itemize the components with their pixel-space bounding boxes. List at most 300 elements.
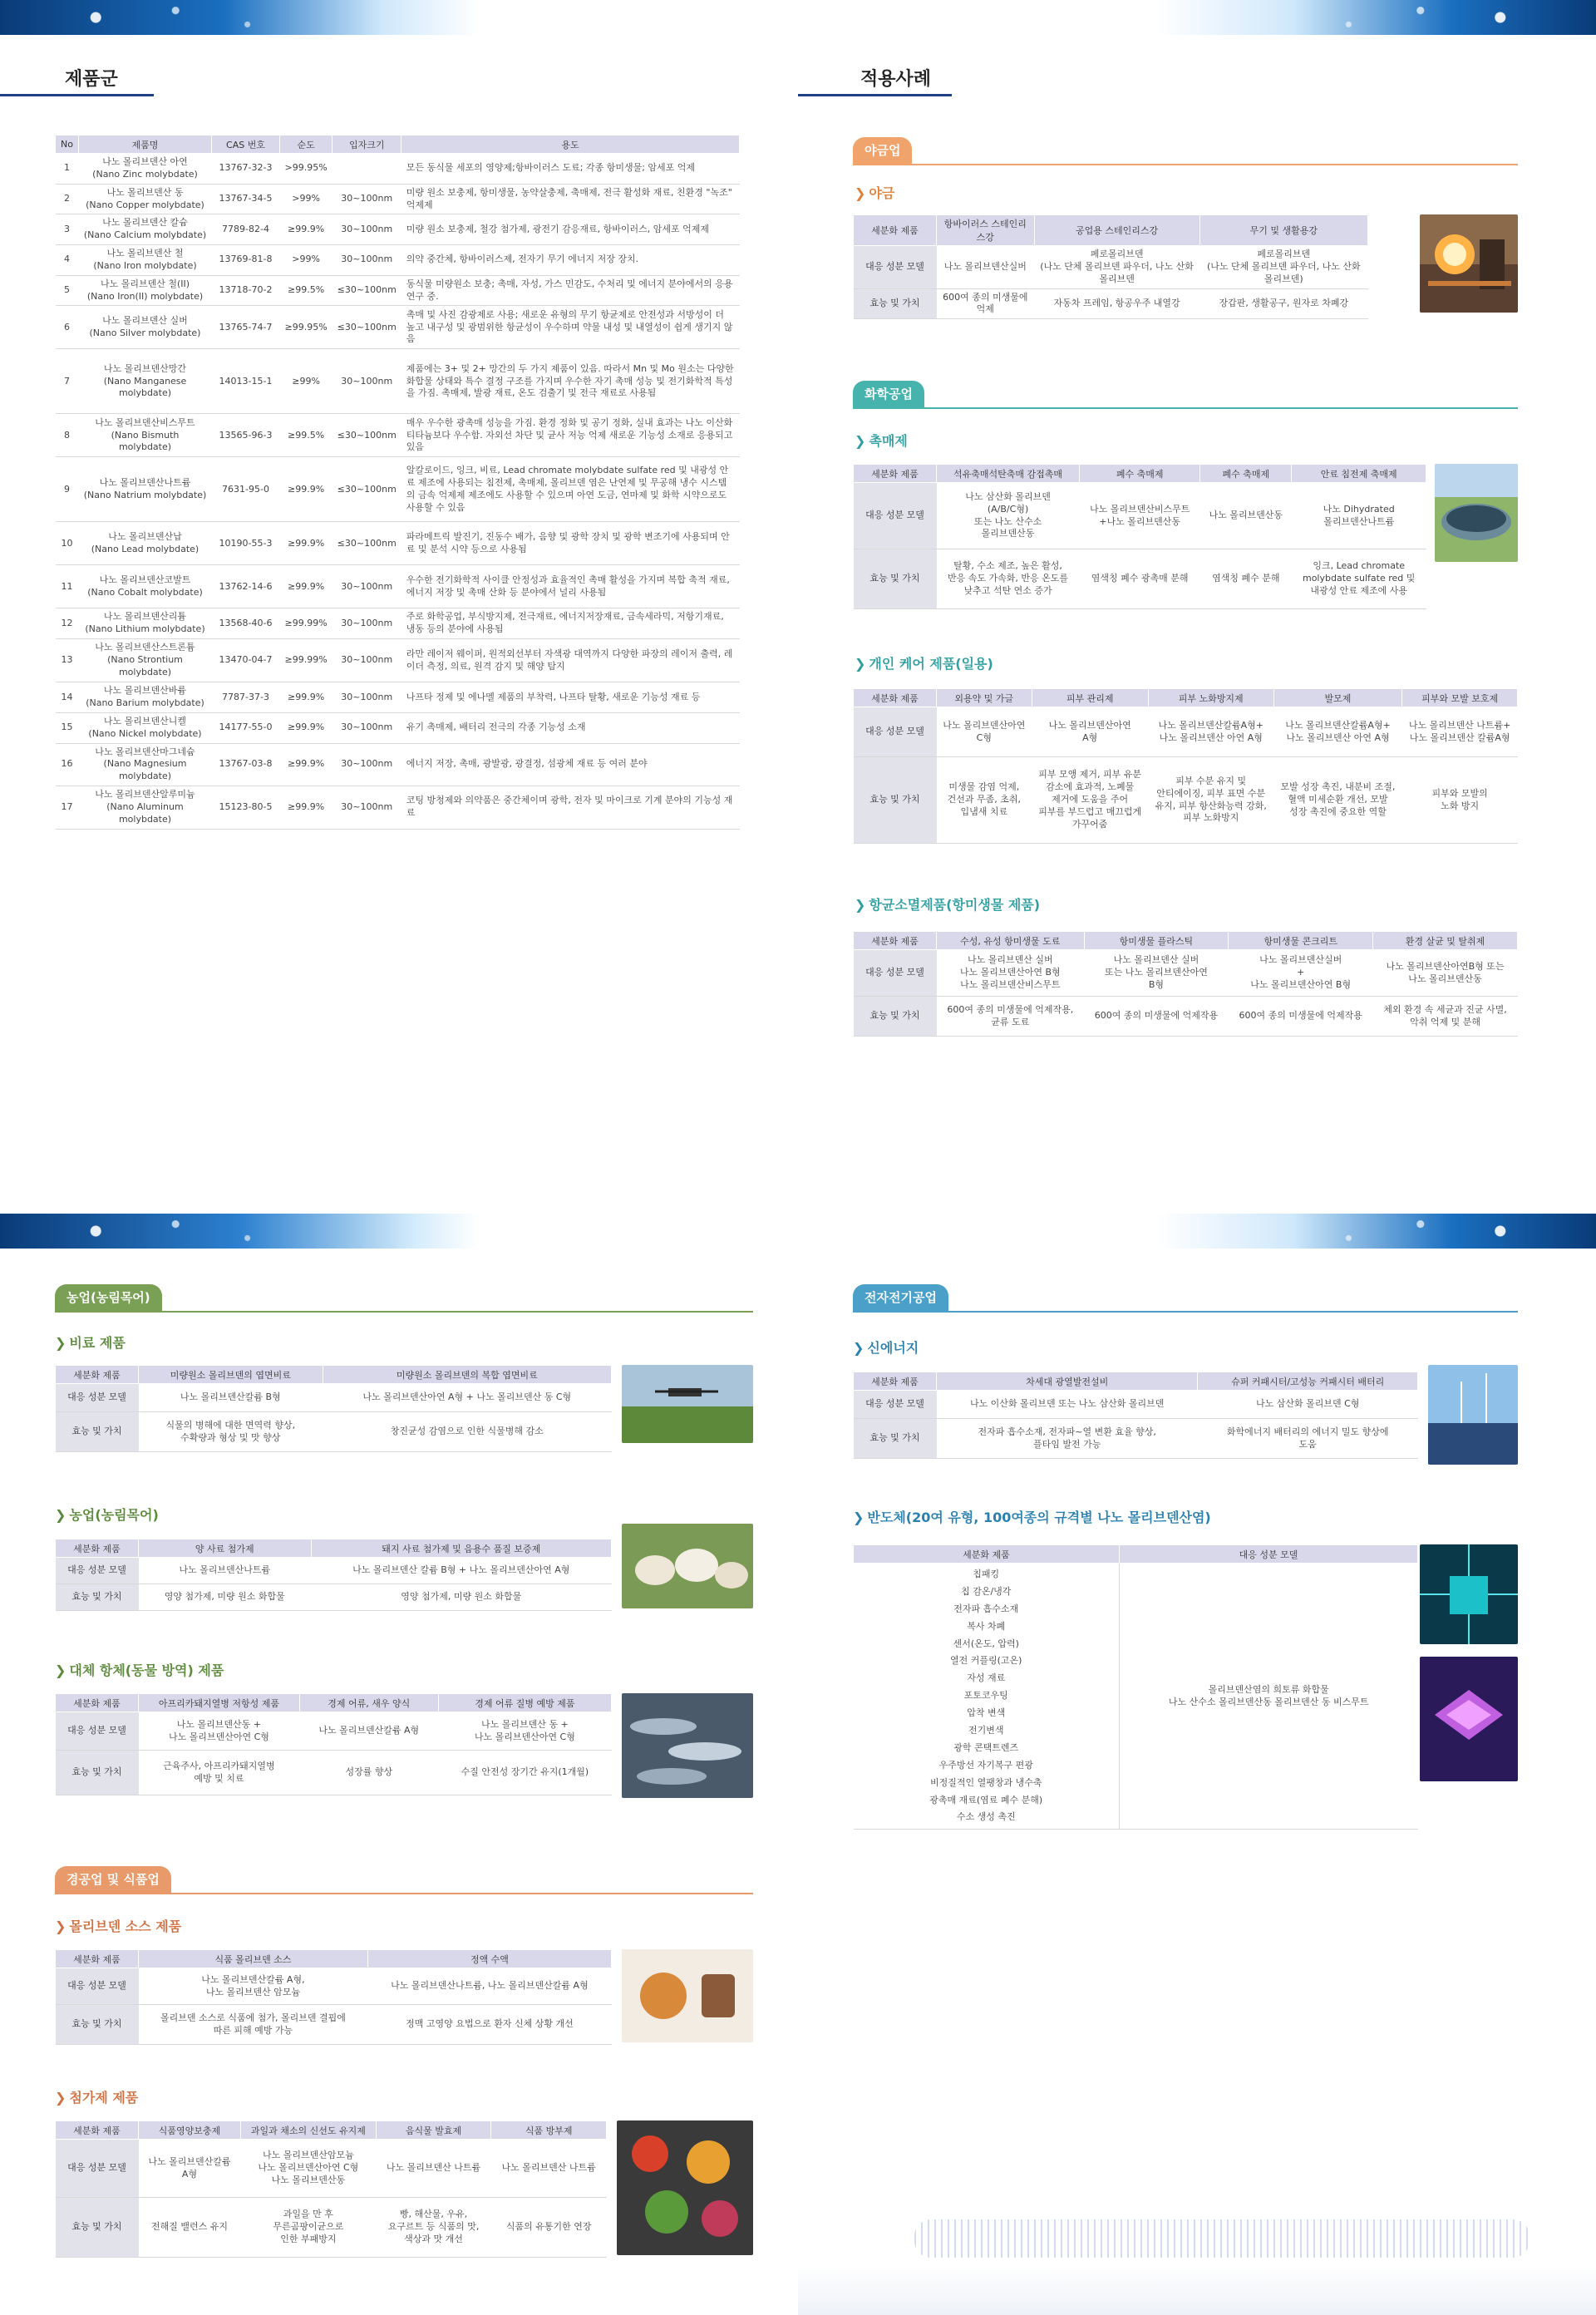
table-cell: ≤30~100nm xyxy=(332,457,401,522)
table-row xyxy=(56,245,740,276)
page-electronics xyxy=(798,1160,1596,2315)
table-cell: 나노 몰리브덴산나트륨 xyxy=(139,1558,312,1584)
column-header: No xyxy=(56,135,79,154)
title-underline xyxy=(798,94,952,96)
table-cell: 10 xyxy=(56,522,79,565)
column-header: 항바이러스 스테인리스강 xyxy=(937,215,1035,246)
table-cell: 나노 몰리브덴산마그네슘 (Nano Magnesium molybdate) xyxy=(79,743,212,786)
table-cell: 나노 몰리브덴산알루미늄 (Nano Aluminum molybdate) xyxy=(79,786,212,830)
category-electronics: 전자전기공업 xyxy=(853,1284,948,1311)
column-header: 경제 어류 질병 예방 제품 xyxy=(438,1694,611,1712)
column-header: 세분화 제품 xyxy=(56,1366,139,1384)
table-cell: 미량 원소 보충제, 철강 첨가제, 광전기 감응재료, 항바이러스, 암세포 억제제 xyxy=(401,214,740,245)
table-cell: 페로몰리브덴 (나노 단체 몰리브덴 파우더, 나노 산화 몰리브덴) xyxy=(1199,246,1367,289)
column-header: 안료 침전제 축매제 xyxy=(1292,465,1426,483)
table-cell: 체외 환경 속 세균과 진균 사멸, 악취 억제 및 분해 xyxy=(1373,997,1518,1037)
table-row xyxy=(854,1419,1418,1459)
table-cell: 14177-55-0 xyxy=(212,712,280,743)
table-cell: 제품에는 3+ 및 2+ 망간의 두 가지 제품이 있음. 따라서 Mn 및 Mo 원소는 다양한 화합물 상태와 특수 결정 구조를 가지며 우수한 자기 촉매 성능 및 전기화학적 특성을 가짐. 촉매제, 발광 재료, 온도 검출기 및 전극 재료로 사용됨 xyxy=(401,349,740,414)
table-row xyxy=(56,565,740,608)
table-cell: 13 xyxy=(56,639,79,682)
table-cell: 30~100nm xyxy=(332,565,401,608)
table-personal-care xyxy=(853,688,1518,844)
table-row xyxy=(56,682,740,713)
product-table xyxy=(55,135,740,830)
table-cell: 1 xyxy=(56,154,79,185)
table-cell: 나노 몰리브덴산 동 (Nano Copper molybdate) xyxy=(79,184,212,214)
table-cell: 몰리브덴산염의 희토류 화합물 나노 산수소 몰리브덴산동 몰리브덴산 동 비스무트 xyxy=(1120,1564,1418,1830)
table-antibody xyxy=(55,1693,612,1795)
column-header: 세분화 제품 xyxy=(854,1545,1120,1564)
dna-decoration-soft xyxy=(798,2265,1596,2315)
table-cell: 식물의 병해에 대한 면역력 향상, 수확량과 형상 및 맛 향상 xyxy=(139,1412,323,1452)
header-banner xyxy=(798,0,1596,35)
column-header: CAS 번호 xyxy=(212,135,280,154)
page-title: 적용사례 xyxy=(860,69,932,90)
table-cell: ≥99% xyxy=(280,349,332,414)
table-cell: 매우 우수한 광촉매 성능을 가짐. 환경 정화 및 공기 정화, 실내 효과는 나노 이산화티타늄보다 우수함. 자외선 차단 및 균사 저능 억제 새로운 기능성 소재로 응용되고 있음 xyxy=(401,414,740,457)
table-cell: 대응 성분 모델 xyxy=(854,1391,937,1419)
table-cell: 13765-74-7 xyxy=(212,306,280,349)
table-cell: 나노 몰리브덴산 아연 (Nano Zinc molybdate) xyxy=(79,154,212,185)
table-row xyxy=(854,288,1368,319)
chevron-right-icon: ❯ xyxy=(55,2090,66,2106)
table-cell: 나노 몰리브덴산나트륨 (Nano Natrium molybdate) xyxy=(79,457,212,522)
table-cell: 촉매 및 사진 감광제로 사용; 새로운 유형의 무기 항균제로 안전성과 서방성이 더 높고 내구성 및 광범위한 항균성이 우수하며 약물 내성 및 내열성이 쉽게 생기지 않음 xyxy=(401,306,740,349)
table-cell: 나노 몰리브덴산리튬 (Nano Lithium molybdate) xyxy=(79,608,212,639)
table-cell xyxy=(332,154,401,185)
table-cell: 600여 종의 미생물에 억제작용 xyxy=(1084,997,1229,1037)
table-row xyxy=(854,950,1518,997)
column-header: 공업용 스테인리스강 xyxy=(1034,215,1199,246)
table-cell: 효능 및 가치 xyxy=(56,1584,139,1611)
table-cell: 나노 몰리브덴산바륨 (Nano Barium molybdate) xyxy=(79,682,212,713)
table-cell: 7631-95-0 xyxy=(212,457,280,522)
table-cell: 나노 몰리브덴산 나트륨 xyxy=(491,2140,607,2198)
table-cell: 영양 첨가제, 미량 원소 화합물 xyxy=(139,1584,312,1611)
table-cell: 나노 몰리브덴산망간 (Nano Manganese molybdate) xyxy=(79,349,212,414)
column-header: 용도 xyxy=(401,135,740,154)
table-cell: 13762-14-6 xyxy=(212,565,280,608)
table-cell: 효능 및 가치 xyxy=(56,2005,139,2045)
table-row xyxy=(56,1712,612,1751)
table-cell: ≥99.9% xyxy=(280,786,332,830)
column-header: 세분화 제품 xyxy=(854,215,937,246)
table-cell: 모든 동식물 세포의 영양제;항바이러스 도료; 각종 항미생물; 암세포 억제 xyxy=(401,154,740,185)
column-header: 제품명 xyxy=(79,135,212,154)
table-cell: 탈황, 수소 제조, 높은 활성, 반응 속도 가속화, 반응 온도를 낮추고 석탄 연소 증가 xyxy=(937,549,1080,609)
column-header: 음식물 발효제 xyxy=(376,2121,491,2140)
header-banner xyxy=(798,1214,1596,1249)
category-line xyxy=(853,407,1518,409)
table-cell: 성장률 향상 xyxy=(299,1751,438,1795)
table-cell: 9 xyxy=(56,457,79,522)
subsection-antibody: ❯ 대체 항체(동물 방역) 제품 xyxy=(55,1662,224,1678)
table-cell: 창진균성 감염으로 인한 식물병해 감소 xyxy=(323,1412,611,1452)
table-cell: 14013-15-1 xyxy=(212,349,280,414)
chevron-right-icon: ❯ xyxy=(55,1507,66,1523)
table-cell: 화학에너지 배터리의 에너지 밀도 향상에 도움 xyxy=(1198,1419,1418,1459)
column-header: 석유축매석탄축매 감접촉매 xyxy=(937,465,1080,483)
column-header: 세분화 제품 xyxy=(854,1372,937,1391)
table-cell: ≤30~100nm xyxy=(332,414,401,457)
table-cell: 나노 몰리브덴산 실버 또는 나노 몰리브덴산아연 B형 xyxy=(1084,950,1229,997)
subsection-catalyst: ❯ 촉매제 xyxy=(855,433,908,449)
column-header: 정액 수액 xyxy=(367,1950,611,1968)
table-row xyxy=(854,707,1518,757)
table-cell: 나노 몰리브덴산아연 C형 xyxy=(937,707,1032,757)
column-header: 피부 관리제 xyxy=(1032,689,1148,707)
table-cell: ≤30~100nm xyxy=(332,275,401,306)
table-cell: ≥99.99% xyxy=(280,639,332,682)
category-chemical: 화학공업 xyxy=(853,381,924,407)
table-row xyxy=(56,306,740,349)
table-cell: ≥99.9% xyxy=(280,743,332,786)
table-cell: 17 xyxy=(56,786,79,830)
table-cell: 효능 및 가치 xyxy=(854,997,937,1037)
table-cell: 칩패킹 칩 감온/냉각 전자파 흡수소재 복사 차폐 센서(온도, 압력) 열전 커플링(고온) 자성 재료 포토코우팅 압착 변색 전기변색 광학 콘택트렌즈 우주방선 자기복구 편광 비정질적인 열팽창과 냉수축 광촉매 재료(염료 폐수 분해) 수소 생성 촉진 xyxy=(854,1564,1120,1830)
table-cell: 나노 몰리브덴산칼륨 A형 xyxy=(139,2140,241,2198)
column-header: 순도 xyxy=(280,135,332,154)
table-cell: 16 xyxy=(56,743,79,786)
column-header: 세분화 제품 xyxy=(56,2121,139,2140)
table-cell: 30~100nm xyxy=(332,712,401,743)
column-header: 식품 방부제 xyxy=(491,2121,607,2140)
table-cell: 잉크, Lead chromate molybdate sulfate red 및 내광성 안료 제조에 사용 xyxy=(1292,549,1426,609)
table-cell: 7789-82-4 xyxy=(212,214,280,245)
table-cell: 파라메트릭 발진기, 진동수 배가, 음향 및 광학 장치 및 광학 변조기에 사용되며 안료 및 분석 시약 등으로 사용됨 xyxy=(401,522,740,565)
table-cell: 30~100nm xyxy=(332,214,401,245)
table-cell: 대응 성분 모델 xyxy=(854,483,937,549)
table-cell: 근육주사, 아프리카돼지열병 예방 및 치료 xyxy=(139,1751,300,1795)
table-cell: >99% xyxy=(280,245,332,276)
table-cell: ≤30~100nm xyxy=(332,306,401,349)
table-cell: 30~100nm xyxy=(332,245,401,276)
header-banner xyxy=(0,0,798,35)
factory-photo xyxy=(1420,214,1518,313)
table-cell: 2 xyxy=(56,184,79,214)
column-header: 세분화 제품 xyxy=(854,689,937,707)
table-row xyxy=(56,1584,612,1611)
header-banner xyxy=(0,1214,798,1249)
table-cell: 효능 및 가치 xyxy=(854,757,937,844)
column-header: 폐수 축매제 xyxy=(1080,465,1200,483)
table-cell: 나노 몰리브덴산칼륨 A형, 나노 몰리브덴산 암모늄 xyxy=(139,1968,368,2005)
subsection-additive: ❯ 첨가제 제품 xyxy=(55,2090,139,2106)
table-cell: 피부 모앵 제거, 피부 유분 감소에 효과적, 노폐물 제거에 도움을 주어 피부를 부드럽고 매끄럽게 가꾸어줌 xyxy=(1032,757,1148,844)
table-cell: 7787-37-3 xyxy=(212,682,280,713)
category-metallurgy: 야금업 xyxy=(853,137,912,164)
table-cell: 나노 몰리브덴산칼륨 B형 xyxy=(139,1384,323,1412)
subsection-semiconductor: ❯ 반도체(20여 유형, 100여종의 규격별 나노 몰리브덴산염) xyxy=(853,1510,1211,1525)
table-cell: 나노 Dihydrated 몰리브덴산나트륨 xyxy=(1292,483,1426,549)
table-cell: 3 xyxy=(56,214,79,245)
table-row xyxy=(56,154,740,185)
table-cell: 30~100nm xyxy=(332,349,401,414)
table-additive xyxy=(55,2120,607,2258)
table-cell: 나노 몰리브덴산칼륨A형+ 나노 몰리브덴산 아연 A형 xyxy=(1148,707,1273,757)
subsection-fertilizer: ❯ 비료 제품 xyxy=(55,1335,126,1351)
table-cell: 수질 안전성 장기간 유지(1개월) xyxy=(438,1751,611,1795)
table-cell: 전자파 흡수소재, 전자파~열 변환 효율 향상, 플타임 발전 가능 xyxy=(937,1419,1198,1459)
table-cell: 13767-34-5 xyxy=(212,184,280,214)
table-cell: 4 xyxy=(56,245,79,276)
table-cell: 나노 몰리브덴산아연 A형 + 나노 몰리브덴산 동 C형 xyxy=(323,1384,611,1412)
table-row xyxy=(854,483,1426,549)
table-cell: 나노 몰리브덴산스트론튬 (Nano Strontium molybdate) xyxy=(79,639,212,682)
table-new-energy xyxy=(853,1372,1418,1459)
table-cell: 나노 몰리브덴산비스무트 (Nano Bismuth molybdate) xyxy=(79,414,212,457)
table-cell: 나노 몰리브덴산 칼륨 B형 + 나노 몰리브덴산아연 A형 xyxy=(311,1558,611,1584)
column-header: 세분화 제품 xyxy=(56,1950,139,1968)
column-header: 항미생물 플라스틱 xyxy=(1084,932,1229,950)
chevron-right-icon: ❯ xyxy=(855,433,866,449)
table-cell: 효능 및 가치 xyxy=(854,549,937,609)
table-cell: 15123-80-5 xyxy=(212,786,280,830)
column-header: 식품 몰리브덴 소스 xyxy=(139,1950,368,1968)
column-header: 세분화 제품 xyxy=(56,1539,139,1558)
chevron-right-icon: ❯ xyxy=(55,1662,66,1678)
table-cell: 30~100nm xyxy=(332,184,401,214)
table-cell: >99.95% xyxy=(280,154,332,185)
table-farming xyxy=(55,1539,612,1611)
table-cell: 11 xyxy=(56,565,79,608)
table-cell: 염색칭 폐수 광촉매 분해 xyxy=(1080,549,1200,609)
column-header: 미량원소 몰리브덴의 복합 엽면비료 xyxy=(323,1366,611,1384)
table-cell: 과일을 만 후 무른곰팡이균으로 인한 부패방지 xyxy=(241,2198,377,2258)
table-cell: 600여 종의 미생물에 억제작용 xyxy=(1229,997,1373,1037)
table-cell: 13718-70-2 xyxy=(212,275,280,306)
table-cell: 효능 및 가치 xyxy=(56,1412,139,1452)
table-cell: 나노 몰리브덴산나트륨, 나노 몰리브덴산칼륨 A형 xyxy=(367,1968,611,2005)
table-cell: 30~100nm xyxy=(332,743,401,786)
table-cell: 미생물 감염 억제, 건선과 무좀, 초취, 입냄새 치료 xyxy=(937,757,1032,844)
table-row xyxy=(56,1968,612,2005)
chevron-right-icon: ❯ xyxy=(55,1918,66,1934)
table-cell: 주로 화학공업, 부식방지제, 전극재료, 에너지저장재료, 금속세라믹, 저항기재료, 냉동 등의 분야에 사용됨 xyxy=(401,608,740,639)
table-cell: 나노 몰리브덴산동 xyxy=(1200,483,1292,549)
column-header: 외용약 및 가글 xyxy=(937,689,1032,707)
table-cell: 나노 몰리브덴산칼륨A형+ 나노 몰리브덴산 아연 A형 xyxy=(1273,707,1402,757)
table-fertilizer xyxy=(55,1365,612,1452)
table-cell: >99% xyxy=(280,184,332,214)
table-cell: 동식물 미량원소 보충; 촉매, 자성, 가스 민감도, 수처리 및 에너지 분야에서의 응용 연구 중. xyxy=(401,275,740,306)
table-semiconductor xyxy=(853,1544,1418,1830)
chevron-right-icon: ❯ xyxy=(853,1510,864,1525)
table-cell: 13568-40-6 xyxy=(212,608,280,639)
table-row xyxy=(854,757,1518,844)
table-cell: 대응 성분 모델 xyxy=(56,2140,139,2198)
table-cell: 나노 몰리브덴산칼륨 A형 xyxy=(299,1712,438,1751)
table-row xyxy=(56,1751,612,1795)
column-header: 양 사료 첨가제 xyxy=(139,1539,312,1558)
table-cell: 나노 몰리브덴산동 + 나노 몰리브덴산아연 C형 xyxy=(139,1712,300,1751)
table-row xyxy=(56,1412,612,1452)
column-header: 세분화 제품 xyxy=(56,1694,139,1712)
table-cell: 30~100nm xyxy=(332,608,401,639)
category-line xyxy=(55,1893,753,1894)
column-header: 대응 성분 모델 xyxy=(1120,1545,1418,1564)
table-row xyxy=(854,246,1368,289)
category-line xyxy=(853,164,1518,165)
table-row xyxy=(56,786,740,830)
column-header: 돼지 사료 첨가제 및 음용수 품질 보증제 xyxy=(311,1539,611,1558)
table-cell: 나노 몰리브덴산 철 (Nano Iron molybdate) xyxy=(79,245,212,276)
table-row xyxy=(56,522,740,565)
table-cell: 자동차 프레임, 항공우주 내열강 xyxy=(1034,288,1199,319)
column-header: 식품영양보충제 xyxy=(139,2121,241,2140)
table-cell: 나노 몰리브덴산아연B형 또는 나노 몰리브덴산동 xyxy=(1373,950,1518,997)
table-cell: 정맥 고영양 요법으로 환자 신체 상황 개선 xyxy=(367,2005,611,2045)
table-cell: 13769-81-8 xyxy=(212,245,280,276)
table-cell: 30~100nm xyxy=(332,639,401,682)
table-cell: 대응 성분 모델 xyxy=(854,246,937,289)
table-cell: 나노 몰리브덴산코발트 (Nano Cobalt molybdate) xyxy=(79,565,212,608)
table-row xyxy=(56,2140,607,2198)
column-header: 발모제 xyxy=(1273,689,1402,707)
table-cell: 나노 몰리브덴산아연 A형 xyxy=(1032,707,1148,757)
category-line xyxy=(55,1311,753,1313)
title-underline xyxy=(0,94,154,96)
table-cell: 모발 성장 촉진, 내분비 조절, 혈액 미세순환 개선, 모발 성장 촉진에 중요한 역할 xyxy=(1273,757,1402,844)
column-header: 입자크기 xyxy=(332,135,401,154)
table-cell: 영양 첨가제, 미량 원소 화합물 xyxy=(311,1584,611,1611)
circuit-photo xyxy=(1420,1544,1518,1644)
table-row xyxy=(56,743,740,786)
column-header: 세분화 제품 xyxy=(854,932,937,950)
subsection-metallurgy: ❯ 야금 xyxy=(855,185,895,201)
table-cell: 대응 성분 모델 xyxy=(854,707,937,757)
table-metallurgy xyxy=(853,214,1368,319)
table-row xyxy=(56,275,740,306)
table-row xyxy=(854,997,1518,1037)
table-cell: 대응 성분 모델 xyxy=(854,950,937,997)
table-cell: 나노 이산화 몰리브덴 또는 나노 삼산화 몰리브덴 xyxy=(937,1391,1198,1419)
column-header: 항미생물 콘크리트 xyxy=(1229,932,1373,950)
table-cell: ≥99.9% xyxy=(280,522,332,565)
column-header: 슈퍼 커패시터/고성능 커패시터 배터리 xyxy=(1198,1372,1418,1391)
column-header: 과일과 채소의 신선도 유지제 xyxy=(241,2121,377,2140)
table-row xyxy=(56,184,740,214)
column-header: 환경 살균 및 탈취제 xyxy=(1373,932,1518,950)
category-light-industry: 경공업 및 식품업 xyxy=(55,1866,171,1893)
table-cell: ≥99.9% xyxy=(280,214,332,245)
chevron-right-icon: ❯ xyxy=(55,1335,66,1351)
column-header: 수성, 유성 항미생물 도료 xyxy=(937,932,1085,950)
table-catalyst xyxy=(853,464,1426,609)
table-cell: 나노 몰리브덴산비스무트 +나노 몰리브덴산동 xyxy=(1080,483,1200,549)
table-cell: 600여 종의 미생물에 억제 xyxy=(937,288,1035,319)
page-application xyxy=(798,0,1596,1155)
table-cell: 5 xyxy=(56,275,79,306)
table-cell: 유기 촉매제, 배터리 전극의 각종 기능성 소재 xyxy=(401,712,740,743)
page-products xyxy=(0,0,798,1155)
subsection-molybdenum-source: ❯ 몰리브덴 소스 제품 xyxy=(55,1918,182,1934)
table-row xyxy=(56,2005,612,2045)
table-cell: 우수한 전기화학적 사이클 안정성과 효율적인 촉매 활성을 가지며 복합 축적 재료, 에너지 저장 및 촉매 산화 등 분야에서 널리 사용됨 xyxy=(401,565,740,608)
table-cell: 페로몰리브덴 (나노 단체 몰리브덴 파우더, 나노 산화 몰리브덴 xyxy=(1034,246,1199,289)
table-row xyxy=(56,457,740,522)
table-cell: ≥99.5% xyxy=(280,275,332,306)
table-cell: 코팅 방청제와 의약품은 중간체이며 광학, 전자 및 마이크로 기계 분야의 기능성 재료 xyxy=(401,786,740,830)
table-row xyxy=(56,349,740,414)
table-row xyxy=(854,1564,1418,1830)
table-cell: 라만 레이저 웨이퍼, 원적외선부터 자색광 대역까지 다양한 파장의 레이저 출력, 레이더 측정, 의료, 원격 감지 및 해양 탐지 xyxy=(401,639,740,682)
table-cell: 빵, 해산물, 우유, 요구르트 등 식품의 맛, 색상과 맛 개선 xyxy=(376,2198,491,2258)
page-title: 제품군 xyxy=(65,69,118,90)
table-cell: 나노 삼산화 몰리브덴 (A/B/C형) 또는 나노 산수소 몰리브덴산동 xyxy=(937,483,1080,549)
table-cell: 효능 및 가치 xyxy=(854,1419,937,1459)
sheep-photo xyxy=(622,1524,753,1608)
table-cell: 피부와 모발의 노화 방지 xyxy=(1402,757,1518,844)
table-cell: 나프타 정제 및 에나멜 제품의 부착력, 나프타 탈황, 새로운 기능성 재료 등 xyxy=(401,682,740,713)
table-cell: ≥99.9% xyxy=(280,565,332,608)
table-cell: ≥99.9% xyxy=(280,712,332,743)
table-antibacterial xyxy=(853,931,1518,1037)
table-row xyxy=(56,639,740,682)
table-cell: 15 xyxy=(56,712,79,743)
table-cell: ≥99.9% xyxy=(280,682,332,713)
table-cell: 10190-55-3 xyxy=(212,522,280,565)
table-cell: 효능 및 가치 xyxy=(56,1751,139,1795)
table-cell: 8 xyxy=(56,414,79,457)
table-cell: 나노 몰리브덴산 실버 (Nano Silver molybdate) xyxy=(79,306,212,349)
table-cell: 나노 몰리브덴산실버 xyxy=(937,246,1035,289)
chevron-right-icon: ❯ xyxy=(853,1340,864,1356)
subsection-personal-care: ❯ 개인 케어 제품(일용) xyxy=(855,656,993,672)
table-row xyxy=(854,1391,1418,1419)
table-row xyxy=(56,608,740,639)
table-cell: 13767-32-3 xyxy=(212,154,280,185)
column-header: 미량원소 몰리브덴의 엽면비료 xyxy=(139,1366,323,1384)
table-cell: 몰리브덴 소스로 식품에 첨가, 몰리브덴 결핍에 따른 피해 예방 가능 xyxy=(139,2005,368,2045)
dna-decoration xyxy=(914,2219,1530,2258)
table-cell: 6 xyxy=(56,306,79,349)
table-cell: 대응 성분 모델 xyxy=(56,1558,139,1584)
fish-photo xyxy=(622,1693,753,1798)
table-cell: 나노 삼산화 몰리브덴 C형 xyxy=(1198,1391,1418,1419)
table-cell: 알칼로이드, 잉크, 비료, Lead chromate molybdate sulfate red 및 내광성 안료 제조에 사용되는 침전제, 촉매제, 몰리브덴 염은 난연제 및 무공해 냉수 시스템의 금속 억제제 제조에도 사용할 수 있으며 아연 도금, 연마제 및 화학 시약으로도 사용할 수 있음 xyxy=(401,457,740,522)
table-row xyxy=(56,1384,612,1412)
table-cell: 대응 성분 모델 xyxy=(56,1968,139,2005)
table-cell: 30~100nm xyxy=(332,682,401,713)
vegetables-photo xyxy=(617,2120,753,2255)
table-cell: 전해질 밸런스 유지 xyxy=(139,2198,241,2258)
column-header: 아프리카돼지열병 저항성 제품 xyxy=(139,1694,300,1712)
table-cell: ≤30~100nm xyxy=(332,522,401,565)
category-agriculture: 농업(농림목어) xyxy=(55,1284,162,1311)
table-row xyxy=(56,414,740,457)
table-row xyxy=(56,712,740,743)
chip-photo xyxy=(1420,1657,1518,1781)
table-cell: 피부 수분 유지 및 안티에이징, 피부 표면 수분 유지, 피부 항산화능력 강화, 피부 노화방지 xyxy=(1148,757,1273,844)
table-cell: 장갑판, 생활공구, 원자로 차폐강 xyxy=(1199,288,1367,319)
table-cell: 나노 몰리브덴산 동 + 나노 몰리브덴산아연 C형 xyxy=(438,1712,611,1751)
supplement-photo xyxy=(622,1949,753,2042)
drone-photo xyxy=(622,1365,753,1443)
table-cell: ≥99.5% xyxy=(280,414,332,457)
table-cell: 에너지 저장, 촉매, 광발광, 광결정, 섬광체 재료 등 여러 분야 xyxy=(401,743,740,786)
table-cell: 효능 및 가치 xyxy=(56,2198,139,2258)
table-cell: 의약 중간체, 항바이러스제, 전자기 무기 에너지 저장 장치. xyxy=(401,245,740,276)
chevron-right-icon: ❯ xyxy=(855,656,866,672)
table-cell: 나노 몰리브덴산암모늄 나노 몰리브덴산아연 C형 나노 몰리브덴산동 xyxy=(241,2140,377,2198)
category-line xyxy=(853,1311,1518,1313)
table-cell: ≥99.95% xyxy=(280,306,332,349)
table-row xyxy=(56,214,740,245)
subsection-new-energy: ❯ 신에너지 xyxy=(853,1340,919,1356)
table-row xyxy=(854,549,1426,609)
